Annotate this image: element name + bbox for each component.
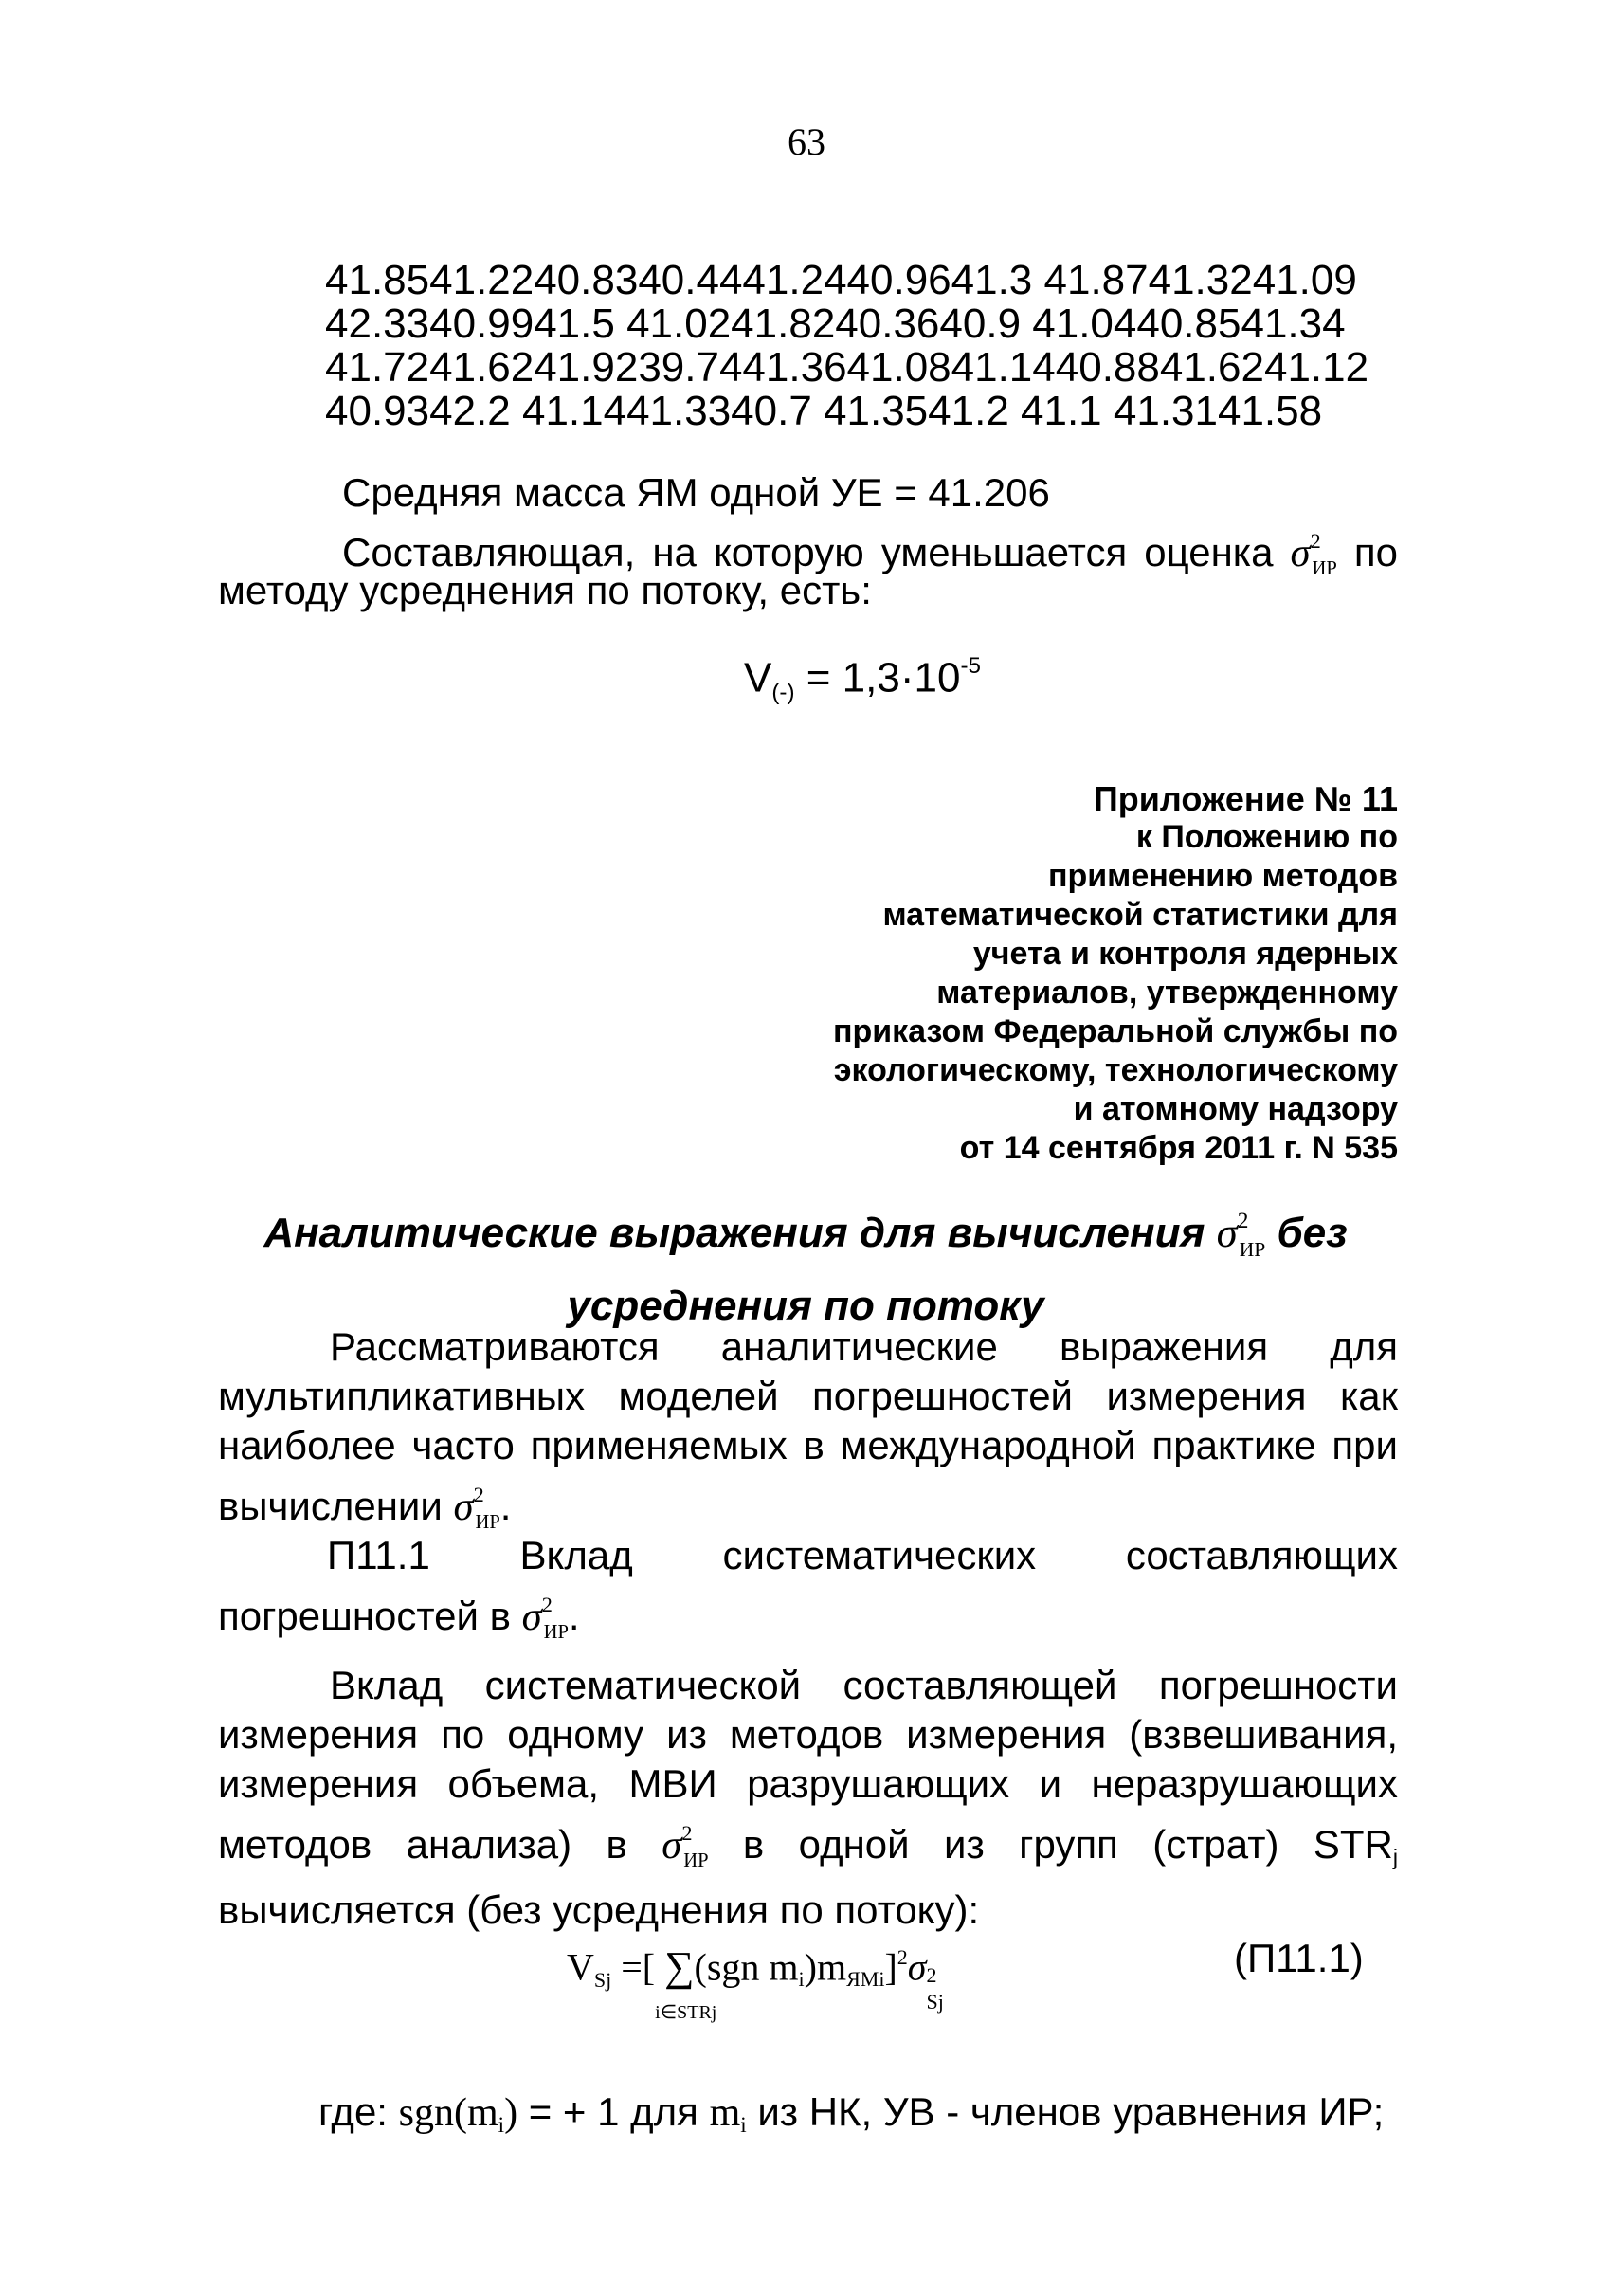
heading-line-1: Аналитические выражения для вычисления $\sigma^2_{ИР}$ без	[263, 1208, 1348, 1261]
section-p11-1-line-2: погрешностей в $\sigma^2_{ИР}$.	[218, 1593, 580, 1644]
appendix-line-5: учета и контроля ядерных	[972, 936, 1398, 972]
appendix-line-9: и атомному надзору	[1073, 1091, 1398, 1127]
data-line-2: 42.3340.9941.5 41.0241.8240.3640.9 41.0440.8541.34	[325, 301, 1346, 347]
sigma-ir-symbol: $\sigma^2_{ИР}$	[1290, 529, 1337, 580]
data-line-4: 40.9342.2 41.1441.3340.7 41.3541.2 41.1 41.3141.58	[325, 388, 1323, 434]
section-word-1: Вклад	[519, 1533, 633, 1577]
page-number: 63	[788, 120, 825, 163]
data-line-3: 41.7241.6241.9239.7441.3641.0841.1440.8841.6241.12	[325, 344, 1369, 391]
appendix-line-1: Приложение № 11	[1093, 779, 1398, 818]
appendix-block	[815, 779, 1398, 1168]
appendix-line-4: математической статистики для	[882, 897, 1398, 933]
appendix-line-3: применению методов	[1047, 858, 1398, 894]
appendix-line-10: от 14 сентября 2011 г. N 535	[959, 1130, 1398, 1166]
appendix-line-8: экологическому, технологическому	[833, 1052, 1398, 1088]
average-mass-text: Средняя масса ЯМ одной УЕ = 41.206	[342, 470, 1050, 515]
sigma-ir-symbol: $\sigma^2_{ИР}$	[662, 1821, 709, 1872]
v-formula: $V(-) = 1,3\cdot 10^{-5}$	[744, 653, 981, 705]
appendix-line-7: приказом Федеральной службы по	[832, 1013, 1398, 1049]
paragraph-intro: Рассматриваются аналитические выражения для мультипликативных моделей погрешностей измерения как наиболее часто применяемых в международной практике при вычислении $\sigma^2_{ИР}$.	[218, 1324, 1398, 1534]
component-line-2: методу усреднения по потоку, есть:	[218, 568, 872, 612]
section-word-3: составляющих	[1125, 1533, 1398, 1577]
heading-line-2: усреднения по потоку	[567, 1282, 1044, 1329]
where-line: где: sgn(mi) = + 1 для mi из НК, УВ - членов уравнения ИР;	[318, 2089, 1385, 2137]
component-line-1-end: по	[1353, 529, 1399, 574]
appendix-line-2: к Положению по	[1135, 819, 1398, 855]
formula-label: (П11.1)	[1234, 1936, 1364, 1980]
section-word-2: систематических	[722, 1533, 1037, 1577]
sigma-ir-symbol: $\sigma^2_{ИР}$	[1216, 1208, 1266, 1261]
section-number: П11.1	[327, 1533, 430, 1577]
formula-p11-1: VSj =[ ∑ i∈STRj (sgn mi)mЯМi]$^2$σ 2 Sj	[567, 1942, 944, 2023]
data-line-1: 41.8541.2240.8340.4441.2440.9641.3 41.8741.3241.09	[325, 257, 1357, 303]
section-heading	[218, 1193, 1393, 1335]
sigma-ir-symbol: $\sigma^2_{ИР}$	[521, 1593, 569, 1644]
paragraph-systematic: Вклад систематической составляющей погрешности измерения по одному из методов измерения (взвешивания, измерения объема, МВИ разрушающих и неразрушающих методов анализа) в $\sigma^2_{ИР}$ в одной из групп (страт) STRj вычисляется (без усреднения по потоку):	[218, 1663, 1398, 1933]
component-line-1-text: Составляющая, на которую уменьшается оценка	[342, 529, 1274, 574]
appendix-line-6: материалов, утвержденному	[936, 975, 1398, 1011]
section-p11-1-line-1	[327, 1531, 1398, 1580]
sigma-ir-symbol: $\sigma^2_{ИР}$	[453, 1483, 500, 1534]
